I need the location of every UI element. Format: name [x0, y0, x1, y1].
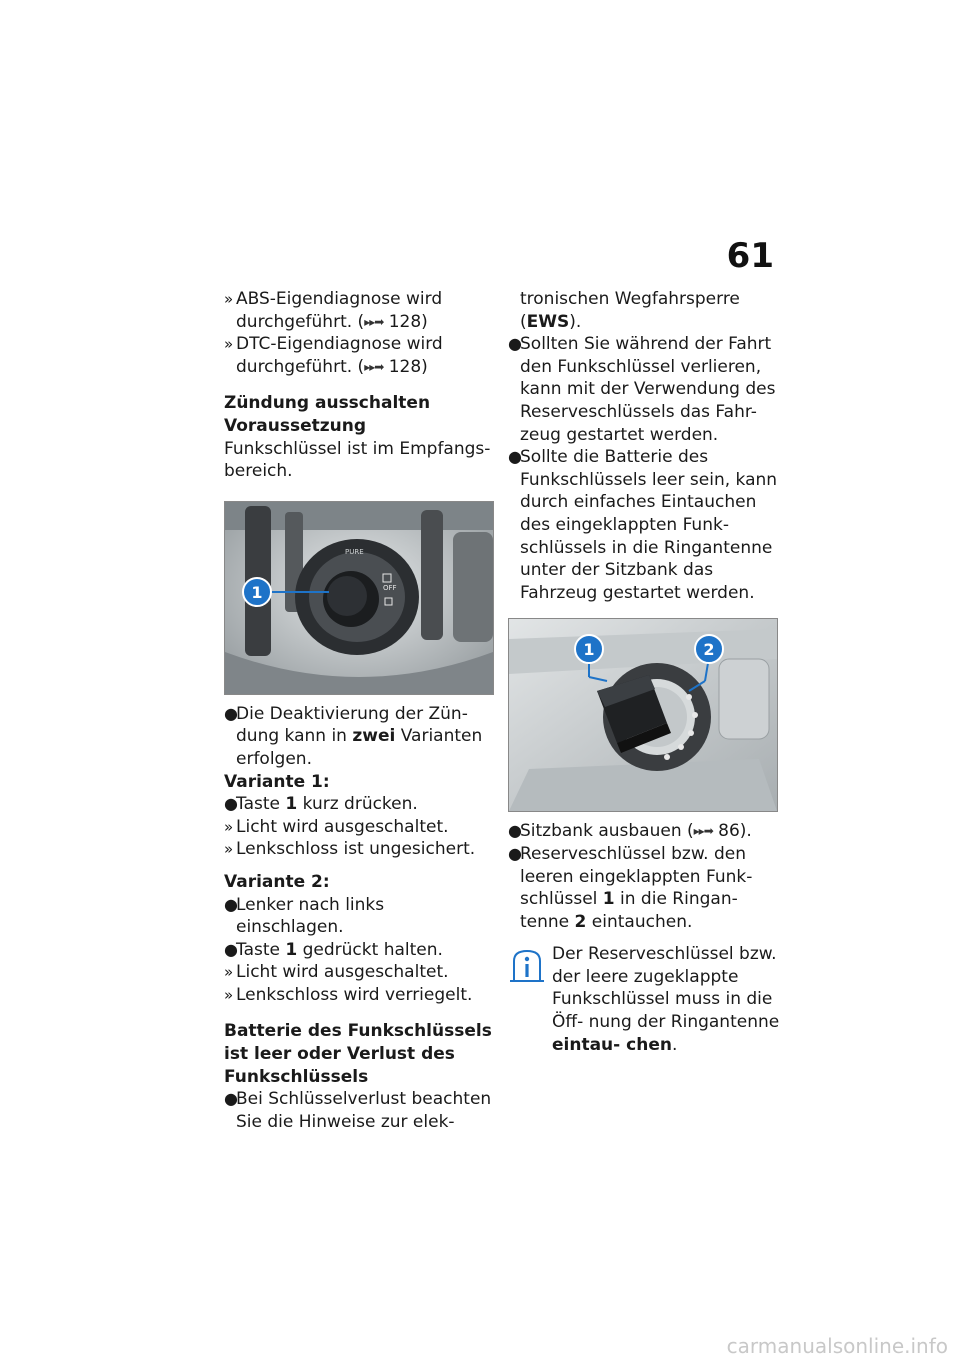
info-note: Der Reserveschlüssel bzw. der leere zugeklappte Funkschlüssel muss in die Öff- nung der Ringantenne eintau- chen.	[508, 943, 780, 1056]
bullet-item: ● Sitzbank ausbauen (▸▸➡ 86).	[508, 821, 752, 842]
right-column	[508, 288, 780, 1056]
page-reference-icon: ▸▸➡	[364, 314, 384, 329]
bullet-item: ● Sollten Sie während der Fahrt den Funkschlüssel verlieren, kann mit der Verwendung des Reserveschlüssels das Fahr- zeug gestartet werden.	[508, 334, 776, 445]
bullet-icon: ●	[224, 1089, 238, 1109]
result-arrow-icon: »	[224, 817, 234, 836]
subsection-heading: Voraussetzung	[224, 415, 367, 436]
result-item: » Licht wird ausgeschaltet.	[224, 962, 449, 983]
bullet-item: ● Taste 1 kurz drücken.	[224, 794, 418, 815]
continuation-text: tronischen Wegfahrsperre (EWS).	[520, 289, 740, 332]
result-item: » Lenkschloss wird verriegelt.	[224, 984, 473, 1005]
ignition-switch-figure	[224, 501, 494, 695]
left-column	[224, 288, 496, 1133]
page-reference[interactable]: 128)	[388, 311, 428, 332]
callout-2: 2	[703, 640, 715, 660]
bullet-icon: ●	[508, 821, 522, 841]
section-heading: Zündung ausschalten	[224, 393, 431, 414]
ring-antenna-illustration	[509, 619, 777, 811]
result-item: » ABS-Eigendiagnose wird durchgeführt. (▸▸➡ 128)	[224, 289, 443, 332]
bullet-item: ● Reserveschlüssel bzw. den leeren eingeklappten Funk- schlüssel 1 in die Ringan- tenne 2 eintauchen.	[508, 843, 753, 932]
bullet-icon: ●	[508, 447, 522, 467]
precondition-text: Funkschlüssel ist im Empfangs- bereich.	[224, 438, 491, 482]
bullet-item: ● Taste 1 gedrückt halten.	[224, 939, 443, 960]
result-item: » DTC-Eigendiagnose wird durchgeführt. (▸▸➡ 128)	[224, 334, 443, 377]
bullet-item: ● Lenker nach links einschlagen.	[224, 894, 385, 938]
watermark: carmanualsonline.info	[726, 1334, 948, 1358]
info-icon	[508, 947, 546, 985]
svg-text:OFF: OFF	[383, 583, 397, 592]
page-reference[interactable]: 128)	[388, 356, 428, 377]
bullet-icon: ●	[508, 334, 522, 354]
bullet-icon: ●	[224, 939, 238, 959]
bullet-item: ● Bei Schlüsselverlust beachten Sie die Hinweise zur elek-	[224, 1089, 492, 1132]
result-arrow-icon: »	[224, 840, 234, 859]
bullet-icon: ●	[224, 794, 238, 814]
page-reference-icon: ▸▸➡	[693, 824, 713, 839]
result-arrow-icon: »	[224, 963, 234, 982]
variant-2-heading: Variante 2:	[224, 871, 330, 892]
result-arrow-icon: »	[224, 335, 234, 354]
bullet-icon: ●	[508, 843, 522, 863]
battery-section-heading: Batterie des Funkschlüssels ist leer oder Verlust des Funkschlüssels	[224, 1021, 492, 1087]
page-reference[interactable]: 86).	[718, 821, 752, 842]
ignition-switch-illustration	[225, 502, 493, 694]
variant-1-heading: Variante 1:	[224, 771, 330, 792]
callout-1: 1	[583, 640, 595, 660]
result-item: » Licht wird ausgeschaltet.	[224, 816, 449, 837]
page-reference-icon: ▸▸➡	[364, 359, 384, 374]
bullet-icon: ●	[224, 703, 238, 723]
ring-antenna-figure	[508, 618, 778, 812]
bullet-item: ● Sollte die Batterie des Funkschlüssels leer sein, kann durch einfaches Eintauchen des eingeklappten Funk- schlüssels in die Ringantenne unter der Sitzbank das Fahrzeug gestartet werden.	[508, 447, 778, 603]
bullet-item: ● Die Deaktivierung der Zün- dung kann in zwei Varianten erfolgen.	[224, 703, 483, 769]
page-number: 61	[726, 236, 774, 276]
result-arrow-icon: »	[224, 985, 234, 1004]
result-arrow-icon: »	[224, 290, 234, 308]
svg-text:PURE: PURE	[345, 547, 364, 556]
bullet-icon: ●	[224, 894, 238, 914]
result-item: » Lenkschloss ist ungesichert.	[224, 839, 476, 860]
callout-1: 1	[251, 582, 263, 602]
